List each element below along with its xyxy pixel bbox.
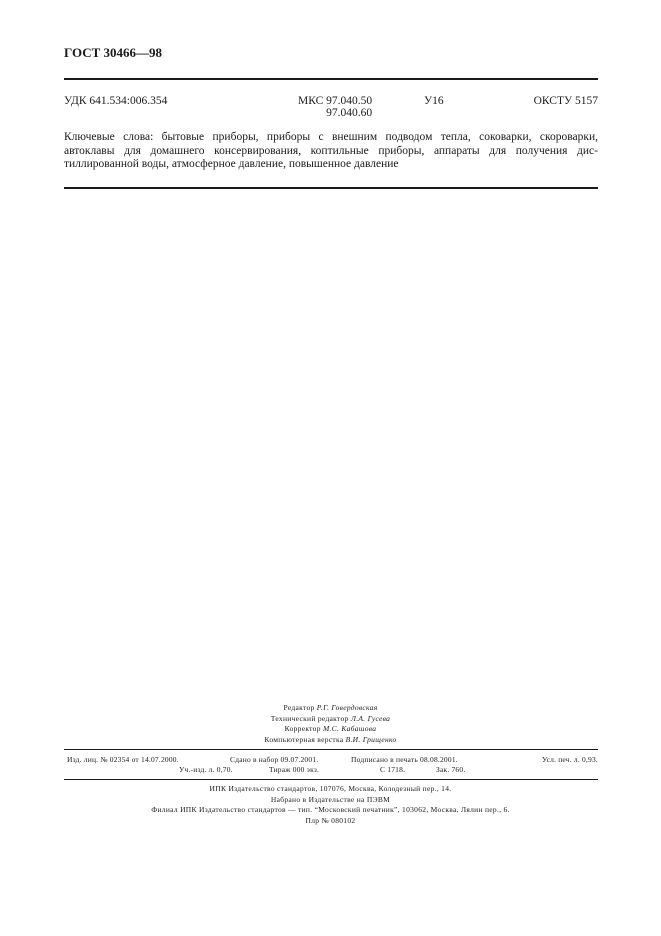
pub-signed-to-print: Подписано в печать 08.08.2001. xyxy=(351,755,458,764)
pub-sent-to-set: Сдано в набор 09.07.2001. xyxy=(230,755,319,764)
keywords-rule xyxy=(64,187,598,189)
pub-license: Изд. лиц. № 02354 от 14.07.2000. xyxy=(67,755,179,764)
footer-plr: Плр № 080102 xyxy=(305,815,356,825)
footer-publisher: ИПК Издательство стандартов, 107076, Москва, Колодезный пер., 14. xyxy=(209,784,452,793)
keywords-block xyxy=(64,131,598,172)
mks-line-2: 97.040.60 xyxy=(326,107,373,119)
mks-code xyxy=(298,95,372,119)
classification-row xyxy=(64,95,598,129)
credit-editor-name: Р.Г. Говердовская xyxy=(316,703,378,712)
okstu-code: ОКСТУ 5157 xyxy=(533,95,598,107)
publication-rule xyxy=(64,779,598,780)
pub-circulation: Тираж 000 экз. xyxy=(269,765,320,774)
credit-corrector-label: Корректор xyxy=(284,724,321,733)
credit-tech-editor-label: Технический редактор xyxy=(270,713,349,723)
footer-branch: Филиал ИПК Издательство стандартов — тип. “Московский печатник”, 103062, Москва, Лялин пер., 6. xyxy=(151,805,510,814)
credit-layout xyxy=(0,735,661,746)
pub-order-code: С 1718. xyxy=(380,765,406,774)
credit-corrector-name: М.С. Кабашова xyxy=(322,724,377,733)
mks-line-1: МКС 97.040.50 xyxy=(298,95,373,107)
pub-print-sheets: Усл. печ. л. 0,93. xyxy=(541,755,598,764)
document-code: ГОСТ 30466—98 xyxy=(64,45,163,60)
credit-editor xyxy=(0,703,661,714)
top-rule xyxy=(64,78,598,80)
credit-layout-name: В.И. Грищенко xyxy=(345,734,397,744)
credit-corrector xyxy=(0,724,661,735)
credit-layout-label: Компьютерная верстка xyxy=(264,734,344,744)
credit-tech-editor xyxy=(0,714,661,725)
group-code: У16 xyxy=(424,95,444,107)
credit-tech-editor-name: Л.А. Гусева xyxy=(350,713,391,723)
udk-code: УДК 641.534:006.354 xyxy=(64,95,168,107)
keywords-line-1: Ключевые слова: бытовые приборы, приборы с внешним подводом тепла, соковарки, скороварки, xyxy=(64,131,598,143)
credits-block xyxy=(0,703,661,745)
footer-block xyxy=(0,784,661,826)
keywords-line-2: автоклавы для домашнего консервирования, коптильные приборы, аппараты для получения дис- xyxy=(64,144,598,157)
credits-rule xyxy=(64,749,598,750)
keywords-line-3: тиллированной воды, атмосферное давление, повышенное давление xyxy=(64,158,399,170)
pub-order: Зак. 760. xyxy=(436,765,466,774)
pub-edition-sheets: Уч.-изд. л. 0,70. xyxy=(179,765,233,774)
footer-typeset: Набрано в Издательстве на ПЭВМ xyxy=(270,794,391,804)
credit-editor-label: Редактор xyxy=(283,703,315,712)
